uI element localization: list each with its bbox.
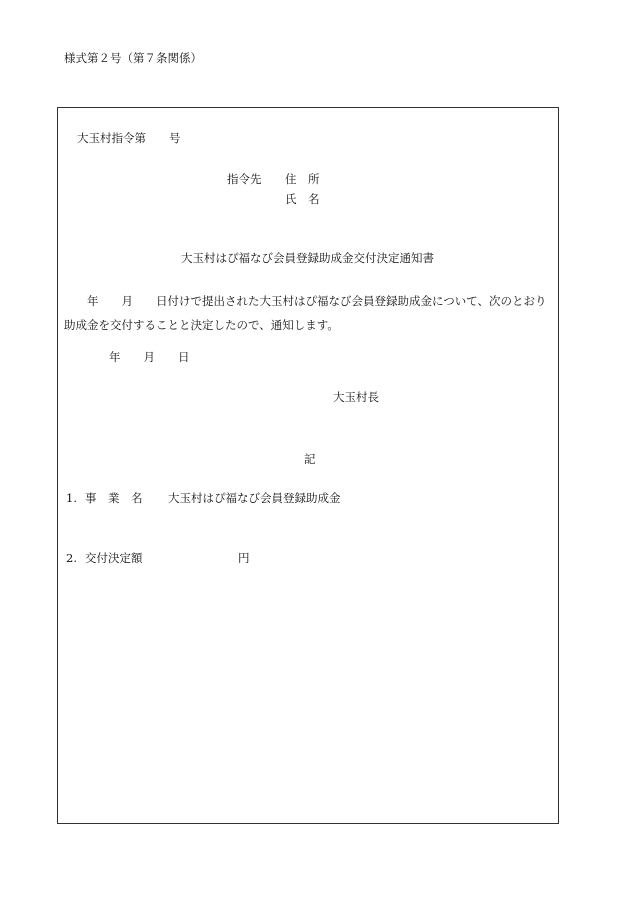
form-label: 様式第２号（第７条関係） (64, 51, 202, 65)
document-title: 大玉村はぴ福なび会員登録助成金交付決定通知書 (181, 251, 434, 265)
item-number: 1. (66, 491, 77, 505)
issuer: 大玉村長 (333, 390, 379, 404)
item-label: 事 業 名 (85, 491, 143, 505)
name-label: 氏 名 (285, 192, 320, 206)
ki-heading: 記 (304, 452, 316, 466)
address-label: 住 所 (285, 172, 320, 186)
date-line: 年 月 日 (109, 350, 190, 364)
command-number: 大玉村指令第 号 (77, 131, 181, 145)
item-value: 大玉村はぴ福なび会員登録助成金 (168, 491, 341, 505)
item-number: 2. (66, 551, 77, 565)
item-label: 交付決定額 (85, 551, 143, 565)
body-paragraph: 年 月 日付けで提出された大玉村はぴ福なび会員登録助成金について、次のとおり助成金を交付することと決定したので、通知します。 (64, 294, 547, 332)
item-value: 円 (238, 551, 250, 565)
addressee-label: 指令先 (227, 172, 262, 186)
